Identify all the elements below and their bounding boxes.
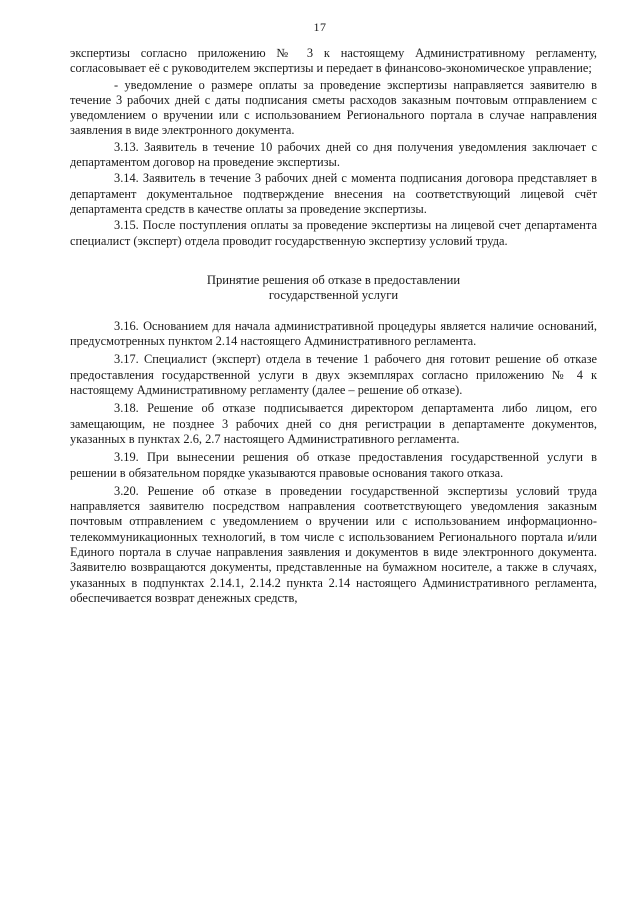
paragraph-3-15: 3.15. После поступления оплаты за проведение экспертизы на лицевой счет департамента специалист (эксперт) отдела проводит государственную экспертизу условий труда. bbox=[70, 218, 597, 248]
paragraph-3-19: 3.19. При вынесении решения об отказе предоставления государственной услуги в решении в обязательном порядке указываются правовые основания такого отказа. bbox=[70, 450, 597, 480]
paragraph-3-17: 3.17. Специалист (эксперт) отдела в течение 1 рабочего дня готовит решение об отказе предоставления государственной услуги в двух экземплярах согласно приложению № 4 к настоящему Административному регламенту (далее – решение об отказе). bbox=[70, 352, 597, 398]
paragraph-continuation: экспертизы согласно приложению № 3 к настоящему Административному регламенту, согласовывает её с руководителем экспертизы и передает в финансово-экономическое управление; bbox=[70, 46, 597, 76]
section-heading-line-2: государственной услуги bbox=[268, 288, 399, 303]
paragraph-3-16: 3.16. Основанием для начала административной процедуры является наличие оснований, предусмотренных пунктом 2.14 настоящего Административного регламента. bbox=[70, 318, 597, 349]
paragraph-3-18: 3.18. Решение об отказе подписывается директором департамента либо лицом, его замещающим, не позднее 3 рабочих дней со дня регистрации в департаменте документов, указанных в пунктах 2.6, 2.7 настоящего Административного регламента. bbox=[70, 401, 597, 446]
section-heading-line-1: Принятие решения об отказе в предоставлении bbox=[206, 272, 461, 287]
paragraph-3-20: 3.20. Решение об отказе в проведении государственной экспертизы условий труда направляется заявителю посредством направления соответствующего уведомления заказным почтовым отправлением с уведомлением о вручении или с использованием информационно-телекоммуникационных технологий, в том числе с использованием Регионального портала и/или Единого портала в случае направления заявления и документов в виде электронного документа. Заявителю возвращаются документы, представленные на бумажном носителе, а также в случаях, указанных в подпунктах 2.14.1, 2.14.2 пункта 2.14 настоящего Административного регламента, обеспечивается возврат денежных средств, bbox=[70, 483, 597, 605]
paragraph-3-13: 3.13. Заявитель в течение 10 рабочих дней со дня получения уведомления заключает с департаментом договор на проведение экспертизы. bbox=[70, 139, 597, 170]
section-heading bbox=[70, 273, 597, 304]
document-body bbox=[70, 46, 597, 606]
page-number: 17 bbox=[313, 20, 327, 34]
paragraph-3-14: 3.14. Заявитель в течение 3 рабочих дней с момента подписания договора представляет в департамент документальное подтверждение внесения на соответствующий лицевой счёт департамента средств в качестве оплаты за проведение экспертизы. bbox=[70, 171, 597, 216]
paragraph-notice: - уведомление о размере оплаты за проведение экспертизы направляется заявителю в течение 3 рабочих дней с даты подписания сметы расходов заказным почтовым отправлением с уведомлением о вручении или с использованием Регионального портала в случае направления заявления в виде электронного документа. bbox=[70, 77, 597, 138]
